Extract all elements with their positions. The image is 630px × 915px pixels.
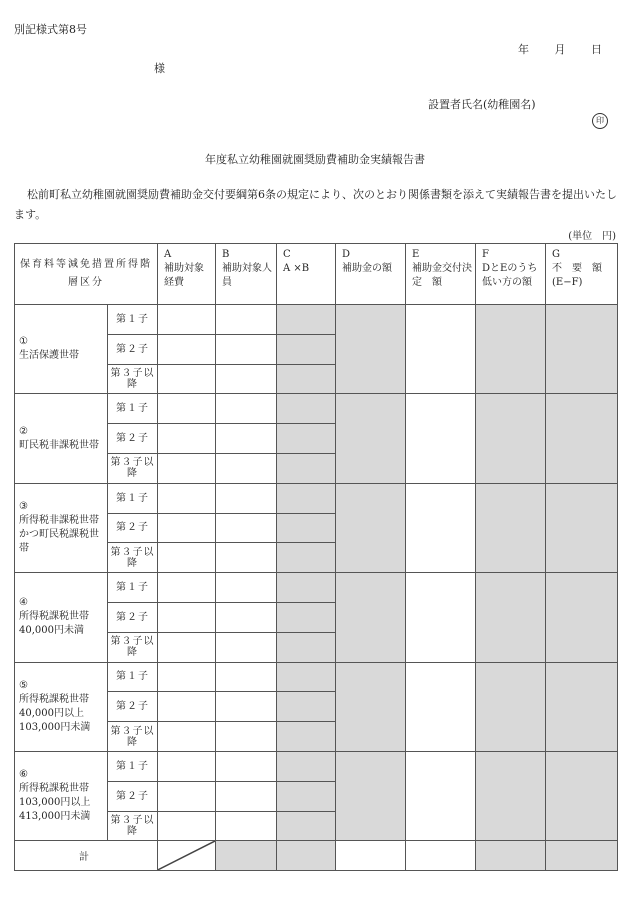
- cell-c[interactable]: [277, 394, 336, 424]
- cell-e[interactable]: [406, 483, 476, 572]
- date-day: 日: [591, 43, 602, 56]
- cell-c[interactable]: [277, 334, 336, 364]
- addressee-suffix: 様: [154, 62, 165, 75]
- cell-b[interactable]: [216, 453, 277, 483]
- cell-e[interactable]: [406, 573, 476, 662]
- cell-a[interactable]: [158, 811, 216, 841]
- cell-c[interactable]: [277, 483, 336, 513]
- table-row: [15, 305, 618, 335]
- cell-c[interactable]: [277, 781, 336, 811]
- cell-a[interactable]: [158, 573, 216, 603]
- table-body: [15, 305, 618, 841]
- unit-label: (単位 円): [568, 231, 616, 242]
- cell-b[interactable]: [216, 692, 277, 722]
- cell-a[interactable]: [158, 483, 216, 513]
- cell-a[interactable]: [158, 602, 216, 632]
- cell-a[interactable]: [158, 513, 216, 543]
- total-cell-d[interactable]: [336, 841, 406, 871]
- date-line: [496, 41, 602, 57]
- cell-a[interactable]: [158, 781, 216, 811]
- child-order-label: 第１子: [108, 305, 158, 335]
- child-order-label: 第３子以 降: [108, 364, 158, 394]
- child-order-label: 第２子: [108, 692, 158, 722]
- income-group-label: [15, 662, 108, 751]
- table-row: [15, 751, 618, 781]
- child-order-label: 第１子: [108, 483, 158, 513]
- cell-b[interactable]: [216, 781, 277, 811]
- col-label: 補助金の額: [342, 263, 392, 274]
- group-number: ③: [19, 500, 28, 512]
- group-name: 所得税課税世帯40,000円未満: [19, 611, 89, 637]
- cell-d[interactable]: [336, 662, 406, 751]
- child-order-label: 第１子: [108, 573, 158, 603]
- child-order-label: 第３子以 降: [108, 811, 158, 841]
- col-header-a: [158, 244, 216, 305]
- cell-f[interactable]: [476, 305, 546, 394]
- cell-f[interactable]: [476, 662, 546, 751]
- col-label: 補助対象経費: [164, 263, 204, 288]
- cell-c[interactable]: [277, 662, 336, 692]
- child-order-label: 第１子: [108, 751, 158, 781]
- cell-c[interactable]: [277, 305, 336, 335]
- cell-g[interactable]: [546, 483, 618, 572]
- cell-c[interactable]: [277, 751, 336, 781]
- setter-label: 設置者氏名(幼稚園名): [428, 98, 536, 111]
- cell-d[interactable]: [336, 573, 406, 662]
- total-cell-f[interactable]: [476, 841, 546, 871]
- cell-a[interactable]: [158, 394, 216, 424]
- cell-g[interactable]: [546, 305, 618, 394]
- cell-f[interactable]: [476, 483, 546, 572]
- col-letter: G: [552, 249, 560, 260]
- cell-b[interactable]: [216, 602, 277, 632]
- cell-a[interactable]: [158, 692, 216, 722]
- diagonal-line: [158, 841, 215, 870]
- group-name: 所得税課税世帯103,000円以上413,000円未満: [19, 783, 91, 823]
- group-number: ②: [19, 425, 28, 437]
- child-order-label: 第３子以 降: [108, 453, 158, 483]
- cell-c[interactable]: [277, 513, 336, 543]
- group-number: ④: [19, 597, 28, 609]
- group-name: 町民税非課税世帯: [19, 439, 99, 451]
- cell-a[interactable]: [158, 751, 216, 781]
- cell-a[interactable]: [158, 364, 216, 394]
- col-label: 補助金交付決 定 額: [412, 263, 482, 288]
- col-letter: D: [342, 249, 351, 260]
- cell-b[interactable]: [216, 483, 277, 513]
- cell-c[interactable]: [277, 811, 336, 841]
- col-header-c: [277, 244, 336, 305]
- col-header-g: [546, 244, 618, 305]
- cell-b[interactable]: [216, 632, 277, 662]
- cell-d[interactable]: [336, 483, 406, 572]
- group-number: ⑥: [19, 769, 28, 781]
- table-row: [15, 483, 618, 513]
- col-header-e: [406, 244, 482, 305]
- cell-c[interactable]: [277, 424, 336, 454]
- cell-b[interactable]: [216, 334, 277, 364]
- total-cell-b[interactable]: [216, 841, 277, 871]
- cell-f[interactable]: [476, 394, 546, 483]
- col-letter: B: [222, 249, 230, 260]
- cell-g[interactable]: [546, 394, 618, 483]
- child-order-label: 第２子: [108, 513, 158, 543]
- cell-b[interactable]: [216, 722, 277, 752]
- cell-c[interactable]: [277, 453, 336, 483]
- cell-d[interactable]: [336, 751, 406, 840]
- child-order-label: 第２子: [108, 424, 158, 454]
- col-header-b: [216, 244, 282, 305]
- child-order-label: 第１子: [108, 394, 158, 424]
- cell-g[interactable]: [546, 751, 618, 840]
- cell-b[interactable]: [216, 543, 277, 573]
- col-letter: E: [412, 249, 420, 260]
- total-cell-g[interactable]: [546, 841, 618, 871]
- seal-mark: 印: [592, 113, 608, 129]
- cell-b[interactable]: [216, 424, 277, 454]
- group-number: ①: [19, 336, 28, 348]
- cell-e[interactable]: [406, 394, 476, 483]
- col-letter: F: [482, 249, 489, 260]
- cell-d[interactable]: [336, 305, 406, 394]
- cell-a[interactable]: [158, 453, 216, 483]
- cell-g[interactable]: [546, 573, 618, 662]
- child-order-label: 第３子以 降: [108, 543, 158, 573]
- col-label: 補助対象人 員: [222, 263, 282, 288]
- cell-b[interactable]: [216, 573, 277, 603]
- child-order-label: 第２子: [108, 781, 158, 811]
- table-row: [15, 394, 618, 424]
- cell-b[interactable]: [216, 751, 277, 781]
- cell-c[interactable]: [277, 364, 336, 394]
- child-order-label: 第３子以 降: [108, 722, 158, 752]
- cell-b[interactable]: [216, 305, 277, 335]
- cell-g[interactable]: [546, 662, 618, 751]
- total-cell-a: [158, 841, 216, 871]
- child-order-label: 第２子: [108, 334, 158, 364]
- form-number: 別記様式第8号: [14, 23, 87, 36]
- group-name: 所得税非課税世帯かつ町民税課税世帯: [19, 514, 99, 554]
- cell-c[interactable]: [277, 543, 336, 573]
- col-header-f: [476, 244, 546, 305]
- report-title: 年度私立幼稚園就園奨励費補助金実績報告書: [205, 153, 425, 166]
- cell-b[interactable]: [216, 513, 277, 543]
- total-label: 計: [15, 841, 158, 871]
- cell-c[interactable]: [277, 722, 336, 752]
- child-order-label: 第３子以 降: [108, 632, 158, 662]
- income-group-label: [15, 751, 108, 840]
- cell-c[interactable]: [277, 632, 336, 662]
- cell-a[interactable]: [158, 424, 216, 454]
- cell-e[interactable]: [406, 751, 476, 840]
- income-group-label: [15, 394, 108, 483]
- col-label: A ×B: [283, 263, 310, 274]
- cell-c[interactable]: [277, 692, 336, 722]
- body-text: 松前町私立幼稚園就園奨励費補助金交付要綱第6条の規定により、次のとおり関係書類を添えて実績報告書を提出いたします。: [14, 188, 617, 221]
- report-table: [14, 243, 618, 871]
- income-group-label: [15, 573, 108, 662]
- income-group-label: [15, 305, 108, 394]
- cell-a[interactable]: [158, 543, 216, 573]
- col-label: DとEのうち低い方の額: [482, 263, 538, 288]
- cell-b[interactable]: [216, 662, 277, 692]
- table-row: [15, 662, 618, 692]
- category-header: 保育料等減免措置所得階層区分: [15, 244, 158, 305]
- child-order-label: 第２子: [108, 602, 158, 632]
- col-header-d: [336, 244, 406, 305]
- group-name: 生活保護世帯: [19, 350, 79, 362]
- group-number: ⑤: [19, 679, 28, 691]
- col-letter: C: [283, 249, 291, 260]
- cell-a[interactable]: [158, 722, 216, 752]
- date-year: 年: [518, 43, 529, 56]
- cell-a[interactable]: [158, 632, 216, 662]
- cell-d[interactable]: [336, 394, 406, 483]
- col-label: 不 要 額(E−F): [552, 263, 602, 288]
- cell-e[interactable]: [406, 662, 476, 751]
- cell-b[interactable]: [216, 811, 277, 841]
- table-header-row: [15, 244, 618, 305]
- total-row: [15, 841, 618, 871]
- cell-c[interactable]: [277, 573, 336, 603]
- child-order-label: 第１子: [108, 662, 158, 692]
- total-cell-e[interactable]: [406, 841, 476, 871]
- cell-f[interactable]: [476, 751, 546, 840]
- income-group-label: [15, 483, 108, 572]
- cell-b[interactable]: [216, 394, 277, 424]
- cell-b[interactable]: [216, 364, 277, 394]
- date-month: 月: [554, 43, 566, 56]
- col-letter: A: [164, 249, 172, 260]
- group-name: 所得税課税世帯40,000円以上103,000円未満: [19, 693, 91, 733]
- total-cell-c[interactable]: [277, 841, 336, 871]
- cell-a[interactable]: [158, 662, 216, 692]
- table-row: [15, 573, 618, 603]
- cell-a[interactable]: [158, 305, 216, 335]
- cell-c[interactable]: [277, 602, 336, 632]
- cell-f[interactable]: [476, 573, 546, 662]
- cell-a[interactable]: [158, 334, 216, 364]
- cell-e[interactable]: [406, 305, 476, 394]
